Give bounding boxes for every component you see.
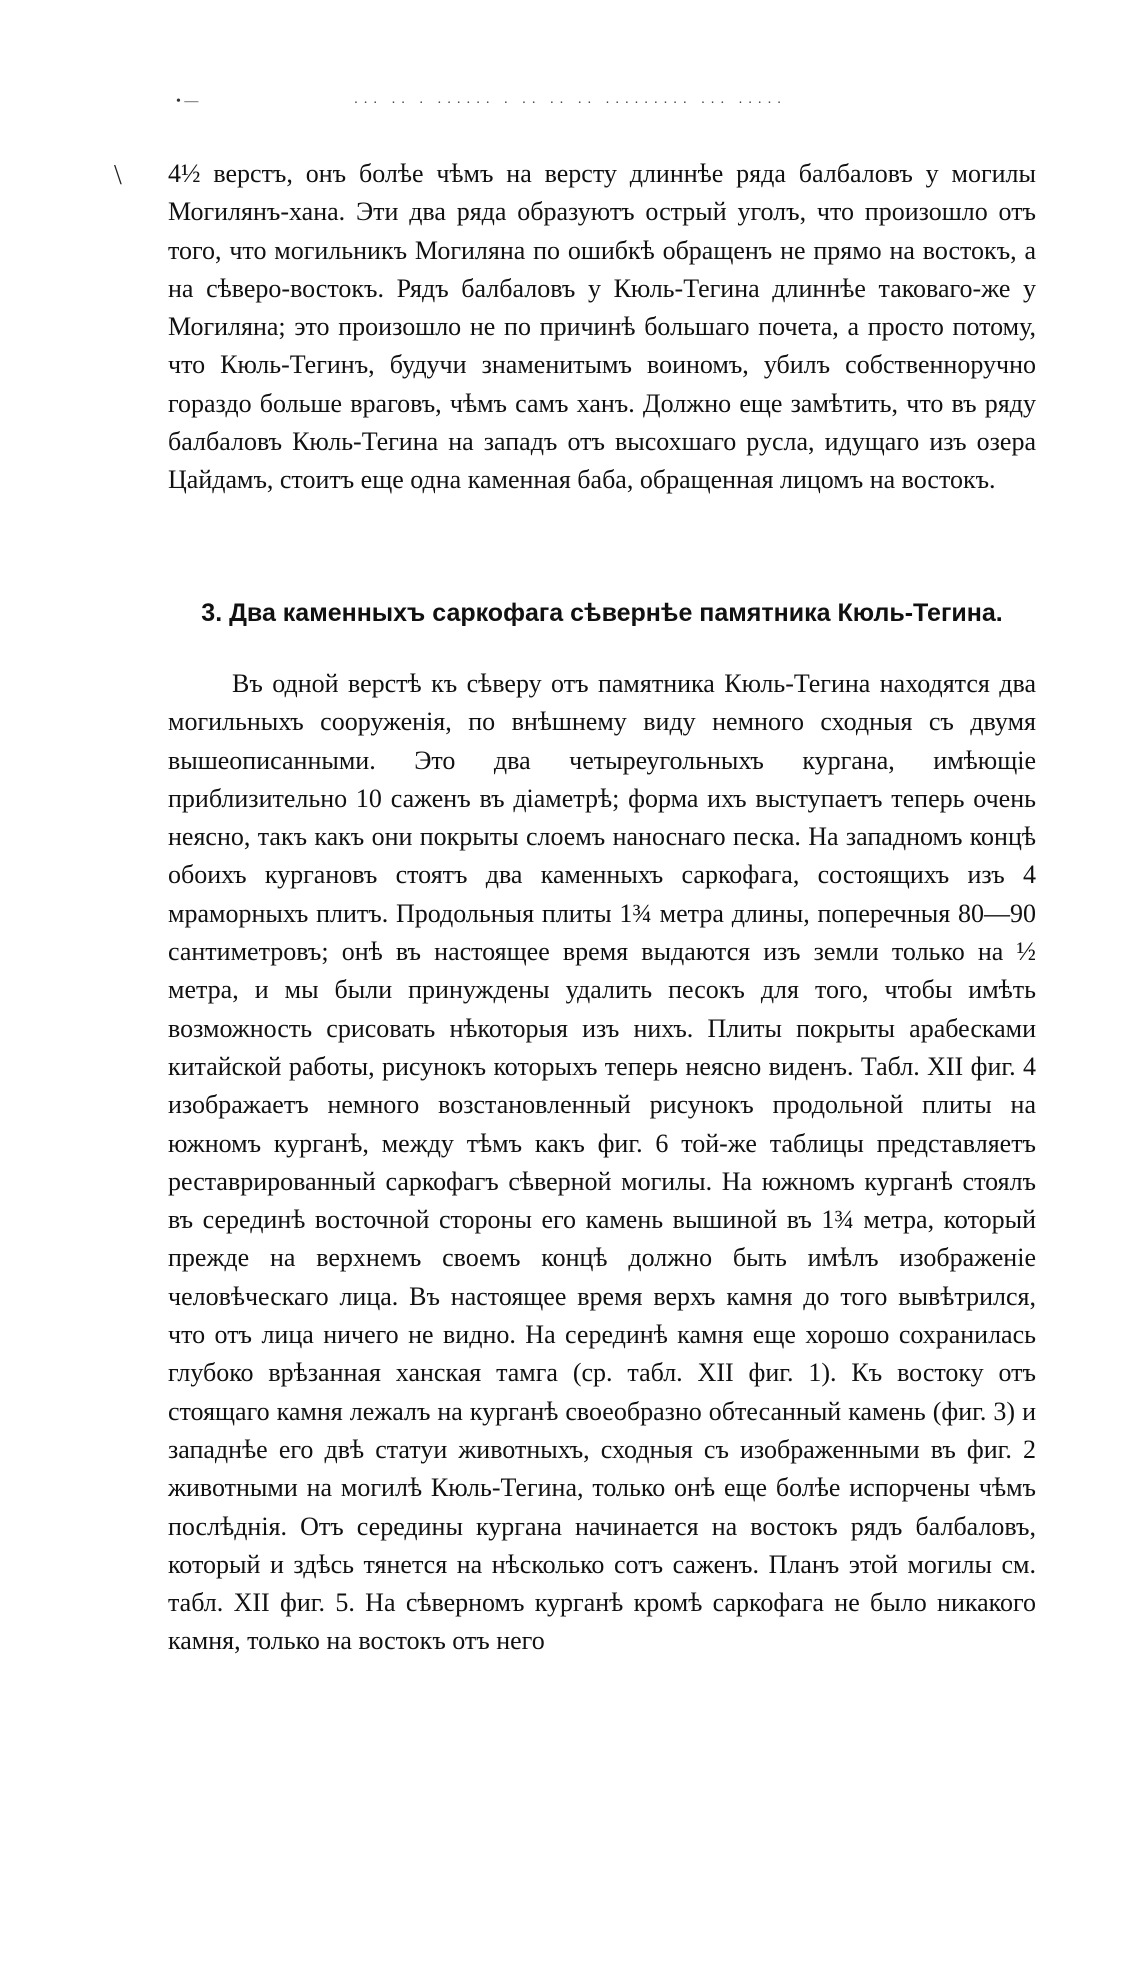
running-head: ··· ·· · ······ · ·· ·· ·· ········· ··· ····· [353, 96, 787, 111]
page-corner-mark: • — [176, 94, 199, 109]
paragraph-section-3: Въ одной верстѣ къ сѣверу отъ памятника Кюль-Тегина находятся два могильныхъ сооруженія, по внѣшнему виду немного сходныя съ двумя вышеописанными. Это два четыреугольныхъ кургана, имѣющіе приблизительно 10 саженъ въ діаметрѣ; форма ихъ выступаетъ теперь очень неясно, такъ какъ они покрыты слоемъ наноснаго песка. На западномъ концѣ обоихъ кургановъ стоятъ два каменныхъ саркофага, состоящихъ изъ 4 мраморныхъ плитъ. Продольныя плиты 1¾ метра длины, поперечныя 80—90 сантиметровъ; онѣ въ настоящее время выдаются изъ земли только на ½ метра, и мы были принуждены удалить песокъ для того, чтобы имѣть возможность срисовать нѣкоторыя изъ нихъ. Плиты покрыты арабесками китайской работы, рисунокъ которыхъ теперь неясно виденъ. Табл. XII фиг. 4 изображаетъ немного возстановленный рисунокъ продольной плиты на южномъ курганѣ, между тѣмъ какъ фиг. 6 той-же таблицы представляетъ реставрированный саркофагъ сѣверной могилы. На южномъ курганѣ стоялъ въ серединѣ восточной стороны его камень вышиной въ 1¾ метра, который прежде на верхнемъ своемъ концѣ должно быть имѣлъ изображеніе человѣческаго лица. Въ настоящее время верхъ камня до того вывѣтрился, что отъ лица ничего не видно. На серединѣ камня еще хорошо сохранилась глубоко врѣзанная ханская тамга (ср. табл. XII фиг. 1). Къ востоку отъ стоящаго камня лежалъ на курганѣ своеобразно обтесанный камень (фиг. 3) и западнѣе его двѣ статуи животныхъ, сходныя съ изображенными въ фиг. 2 животными на могилѣ Кюль-Тегина, только онѣ еще болѣе испорчены чѣмъ послѣднія. Отъ середины кургана начинается на востокъ рядъ балбаловъ, который и здѣсь тянется на нѣсколько сотъ саженъ. Планъ этой могилы см. табл. XII фиг. 5. На сѣверномъ курганѣ кромѣ саркофага не было никакого камня, только на востокъ отъ него [168, 669, 1036, 1656]
paragraph-continued: 4½ верстъ, онъ болѣе чѣмъ на версту длиннѣе ряда балбаловъ у могилы Могилянъ-хана. Эти два ряда образуютъ острый уголъ, что произошло отъ того, что могильникъ Могиляна по ошибкѣ обращенъ не прямо на востокъ, а на сѣверо-востокъ. Рядъ балбаловъ у Кюль-Тегина длиннѣе таковаго-же у Могиляна; это произошло не по причинѣ большаго почета, а просто потому, что Кюль-Тегинъ, будучи знаменитымъ воиномъ, убилъ собственноручно гораздо больше враговъ, чѣмъ самъ ханъ. Должно еще замѣтить, что въ ряду балбаловъ Кюль-Тегина на западъ отъ высохшаго русла, идущаго изъ озера Цайдамъ, стоитъ еще одна каменная баба, обращенная лицомъ на востокъ. [168, 159, 1036, 495]
margin-mark: \ [114, 160, 122, 191]
section-heading: 3. Два каменныхъ саркофага сѣвернѣе памятника Кюль-Тегина. [201, 599, 1003, 627]
